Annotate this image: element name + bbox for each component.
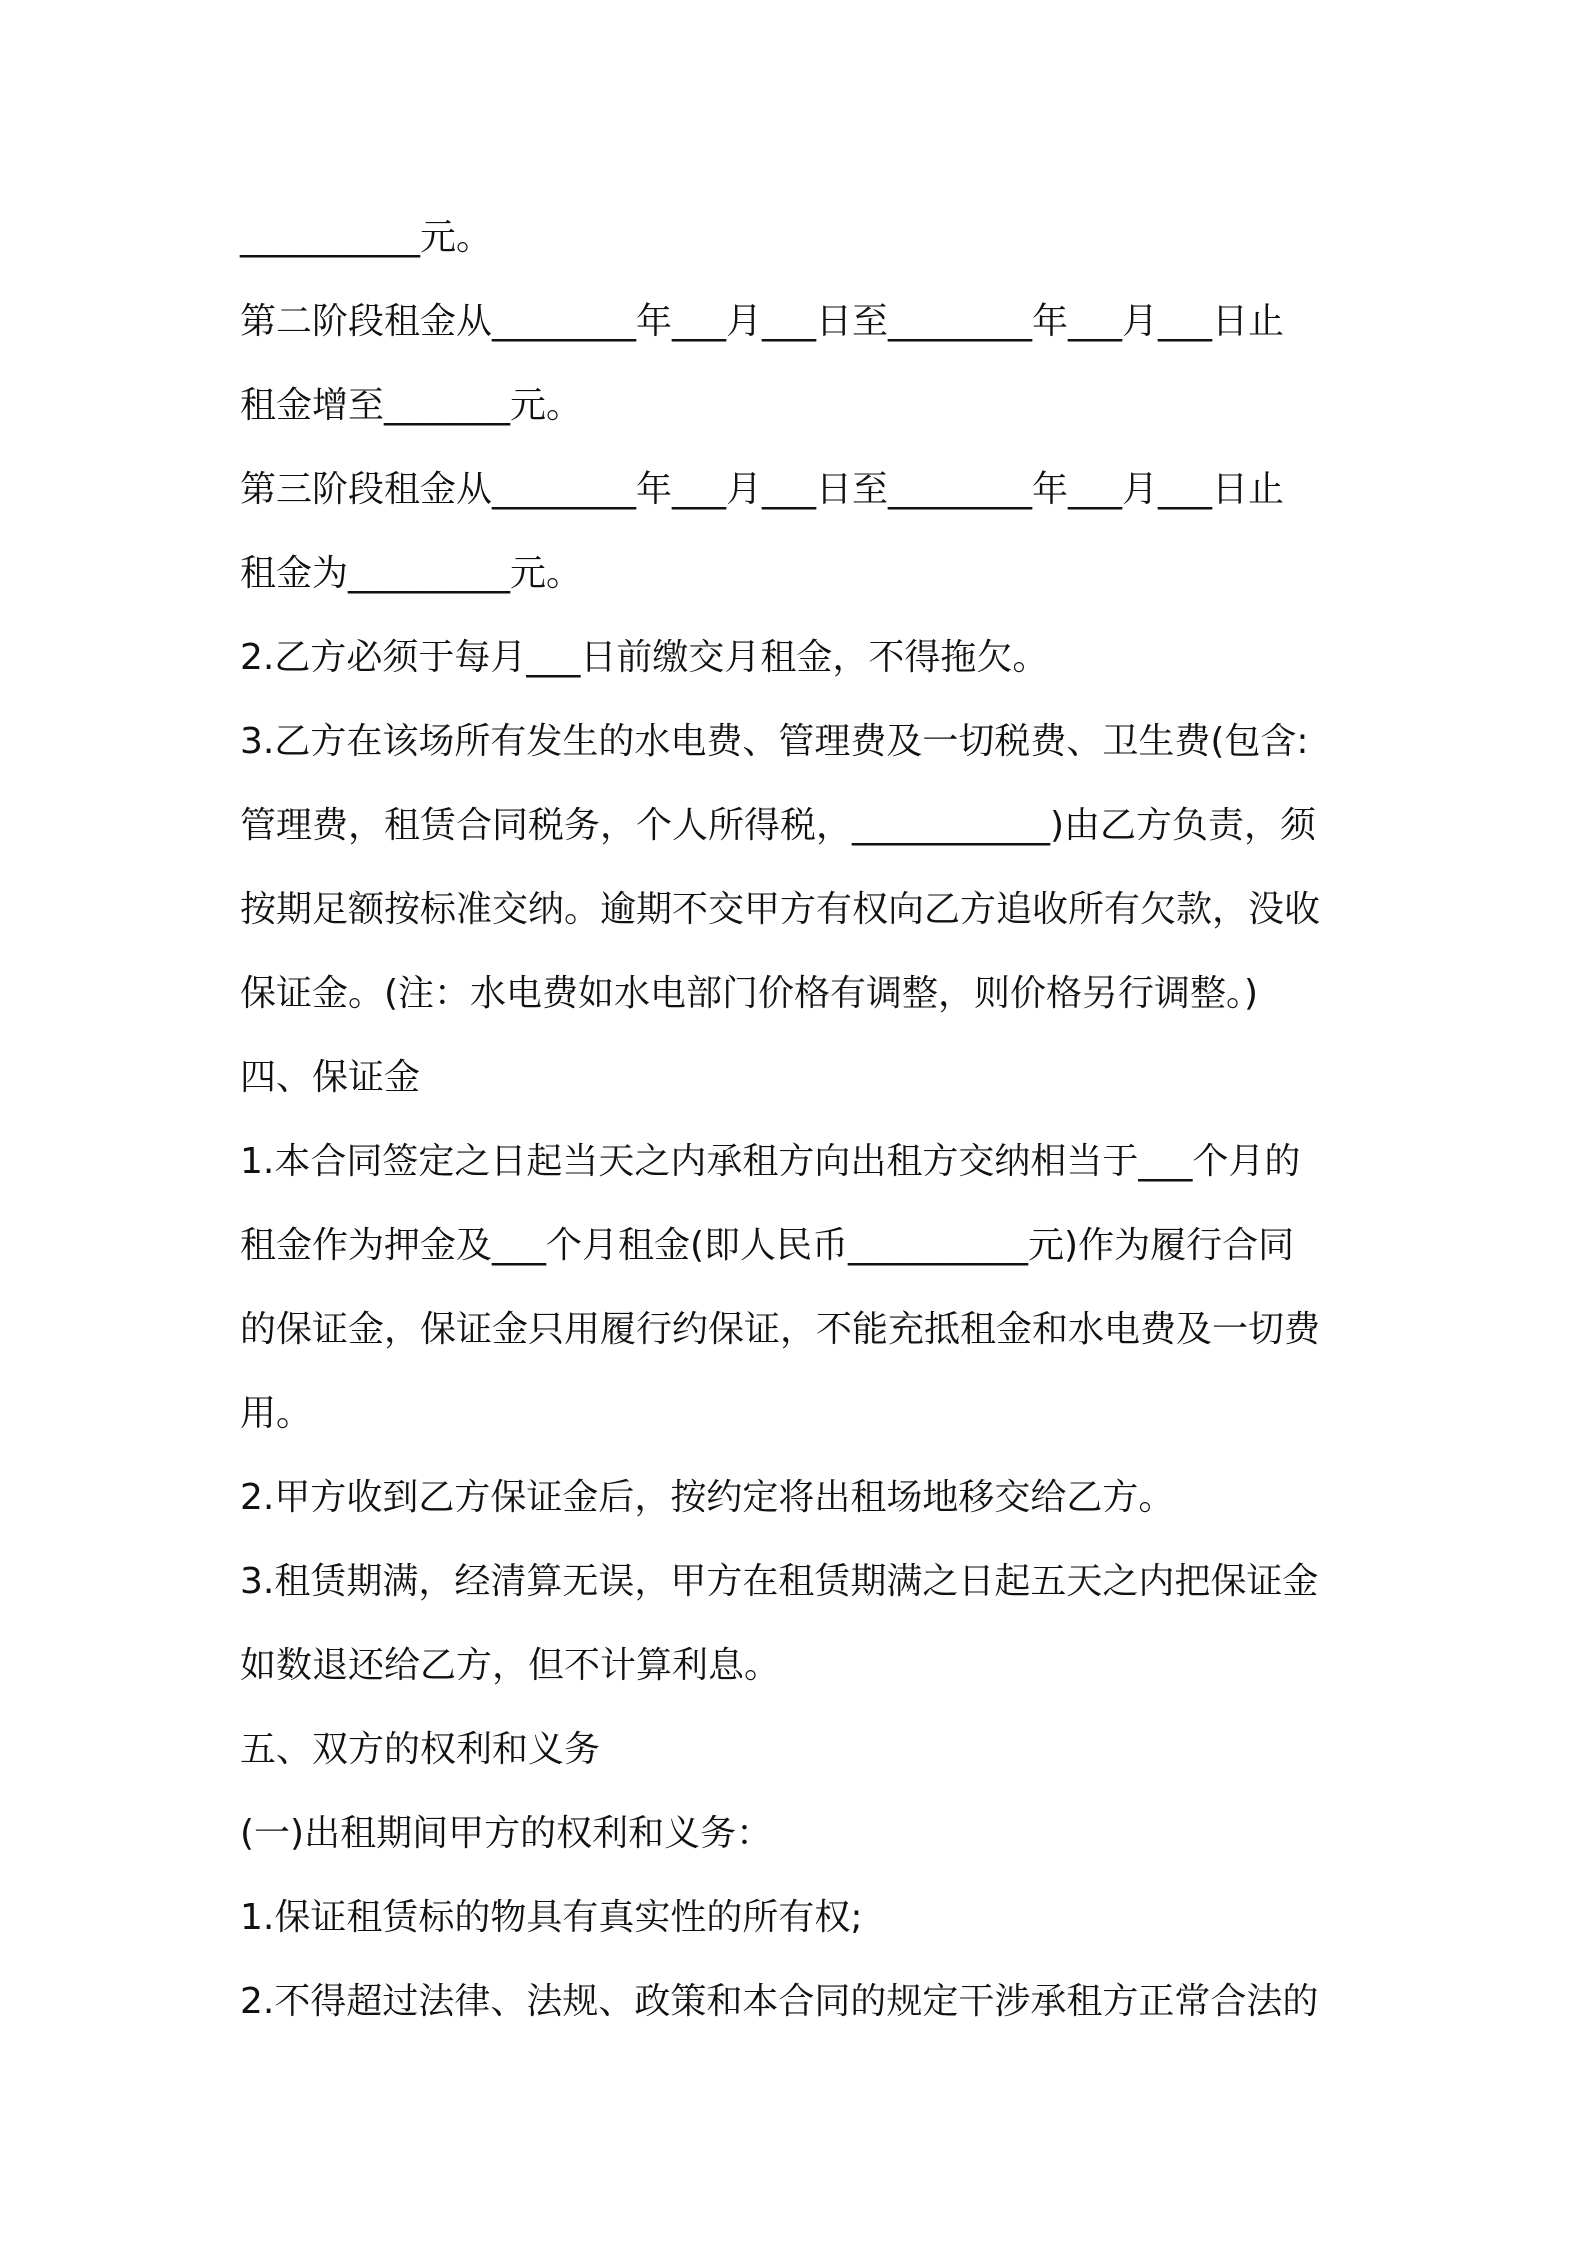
section-heading: 四、保证金 [240,1057,421,1098]
text-line: 3.乙方在该场所有发生的水电费、管理费及一切税费、卫生费(包含: [240,721,1309,762]
text-line: 2.不得超过法律、法规、政策和本合同的规定干涉承租方正常合法的 [240,1981,1319,2022]
text-line: __________元。 [240,217,493,258]
text-line: 保证金。(注：水电费如水电部门价格有调整，则价格另行调整。) [240,973,1259,1014]
text-line: 如数退还给乙方，但不计算利息。 [240,1645,781,1686]
text-line: 第二阶段租金从________年___月___日至________年___月___日止 [240,301,1285,342]
text-line: 第三阶段租金从________年___月___日至________年___月___日止 [240,469,1285,510]
text-line: 2.乙方必须于每月___日前缴交月租金，不得拖欠。 [240,637,1049,678]
text-line: 的保证金，保证金只用履行约保证，不能充抵租金和水电费及一切费 [240,1309,1321,1350]
text-line: 管理费，租赁合同税务，个人所得税，___________)由乙方负责，须 [240,805,1317,846]
document-body [240,196,1360,2044]
text-line: 3.租赁期满，经清算无误，甲方在租赁期满之日起五天之内把保证金 [240,1561,1319,1602]
text-line: 2.甲方收到乙方保证金后，按约定将出租场地移交给乙方。 [240,1477,1175,1518]
text-line: 1.保证租赁标的物具有真实性的所有权; [240,1897,863,1938]
text-line: 1.本合同签定之日起当天之内承租方向出租方交纳相当于___个月的 [240,1141,1301,1182]
subsection-heading: (一)出租期间甲方的权利和义务： [240,1813,773,1854]
section-heading: 五、双方的权利和义务 [240,1729,601,1770]
text-line: 按期足额按标准交纳。逾期不交甲方有权向乙方追收所有欠款，没收 [240,889,1321,930]
text-line: 用。 [240,1393,313,1434]
text-line: 租金作为押金及___个月租金(即人民币__________元)作为履行合同 [240,1225,1295,1266]
text-line: 租金为_________元。 [240,553,583,594]
text-line: 租金增至_______元。 [240,385,583,426]
